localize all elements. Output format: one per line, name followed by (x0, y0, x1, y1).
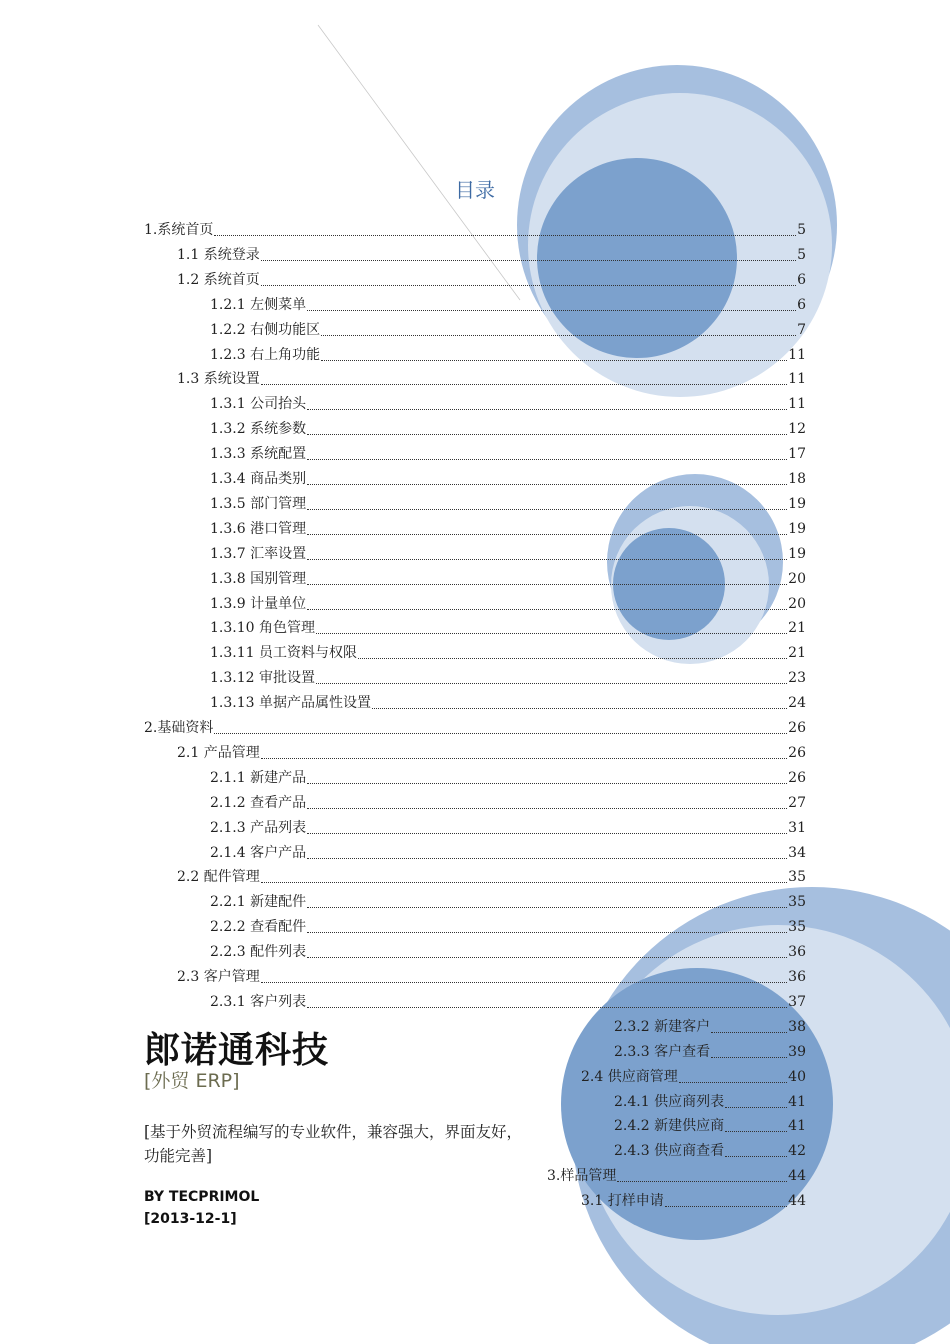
toc-entry-page: 31 (788, 819, 806, 836)
toc-entry-label: 2.4.2 新建供应商 (614, 1118, 725, 1135)
toc-entry[interactable] (210, 616, 806, 638)
toc-entry-page: 11 (788, 396, 806, 413)
toc-dot-leader (307, 609, 787, 610)
toc-entry-label: 1.3.4 商品类别 (210, 471, 307, 487)
toc-entry-page: 23 (788, 670, 806, 687)
toc-entry-page: 36 (788, 969, 806, 985)
toc-dot-leader (261, 285, 796, 286)
toc-entry-label: 2.2.1 新建配件 (210, 894, 307, 911)
toc-entry[interactable] (210, 343, 806, 365)
toc-entry-page: 39 (788, 1043, 806, 1060)
toc-entry-page: 20 (788, 595, 806, 612)
toc-dot-leader (261, 758, 787, 759)
toc-entry-label: 1.2.3 右上角功能 (210, 346, 321, 363)
toc-entry[interactable] (614, 1114, 806, 1136)
toc-dot-leader (307, 957, 787, 958)
toc-entry-label: 1.3.1 公司抬头 (210, 396, 307, 413)
toc-entry-page: 27 (788, 794, 806, 811)
toc-entry-page: 12 (788, 421, 806, 438)
toc-dot-leader (307, 534, 787, 535)
toc-entry-label: 1.3.9 计量单位 (210, 595, 307, 612)
toc-entry-page: 19 (788, 520, 806, 537)
toc-dot-leader (307, 1007, 787, 1008)
toc-dot-leader (725, 1156, 787, 1157)
toc-entry-label: 2.1.3 产品列表 (210, 819, 307, 836)
toc-dot-leader (316, 683, 787, 684)
toc-entry-label: 2.基础资料 (144, 720, 214, 736)
toc-entry-label: 1.3.7 汇率设置 (210, 545, 307, 562)
author-name: BY TECPRIMOL (144, 1189, 260, 1205)
toc-entry-page: 6 (797, 296, 806, 313)
toc-entry-page: 24 (788, 695, 806, 712)
toc-entry-page: 42 (788, 1143, 806, 1160)
toc-dot-leader (307, 310, 796, 311)
toc-entry-page: 36 (788, 944, 806, 961)
toc-entry-page: 40 (788, 1068, 806, 1085)
toc-entry[interactable] (210, 442, 806, 464)
toc-entry[interactable] (210, 492, 806, 514)
toc-entry-page: 26 (788, 744, 806, 761)
toc-entry-label: 1.2 系统首页 (177, 271, 260, 288)
toc-dot-leader (711, 1032, 787, 1033)
toc-dot-leader (358, 658, 787, 659)
toc-entry[interactable] (177, 243, 806, 265)
toc-entry-label: 2.2 配件管理 (177, 869, 260, 886)
toc-entry-page: 5 (797, 246, 806, 263)
toc-entry[interactable] (177, 865, 806, 887)
toc-entry-label: 2.2.2 查看配件 (210, 919, 307, 936)
toc-entry[interactable] (210, 318, 806, 340)
toc-entry-label: 1.系统首页 (144, 222, 214, 238)
toc-entry-label: 1.3.2 系统参数 (210, 421, 307, 438)
toc-dot-leader (307, 932, 787, 933)
toc-entry[interactable] (581, 1065, 806, 1087)
toc-entry-label: 1.3.13 单据产品属性设置 (210, 695, 371, 712)
toc-entry[interactable] (210, 766, 806, 788)
toc-entry[interactable] (210, 392, 806, 414)
toc-entry-label: 2.4 供应商管理 (581, 1068, 678, 1085)
toc-dot-leader (316, 633, 787, 634)
document-description: [基于外贸流程编写的专业软件，兼容强大，界面友好，功能完善] (144, 1123, 523, 1165)
toc-entry[interactable] (614, 1090, 806, 1112)
document-date: [2013-12-1] (144, 1211, 237, 1227)
toc-entry-label: 1.3.8 国别管理 (210, 570, 307, 587)
toc-dot-leader (214, 733, 787, 734)
toc-entry-label: 2.1.4 客户产品 (210, 844, 307, 861)
toc-entry-label: 2.1 产品管理 (177, 744, 260, 761)
toc-entry-label: 2.4.3 供应商查看 (614, 1143, 725, 1160)
toc-entry[interactable] (210, 517, 806, 539)
toc-entry-page: 6 (797, 271, 806, 288)
toc-entry-label: 3.样品管理 (547, 1168, 617, 1185)
toc-dot-leader (307, 907, 787, 908)
toc-entry[interactable] (210, 542, 806, 564)
toc-entry[interactable] (210, 990, 806, 1012)
toc-entry[interactable] (177, 741, 806, 763)
toc-entry-page: 19 (788, 495, 806, 512)
toc-dot-leader (307, 459, 787, 460)
toc-entry[interactable] (614, 1139, 806, 1161)
toc-entry[interactable] (144, 218, 806, 240)
toc-entry-label: 1.3.12 审批设置 (210, 670, 315, 687)
toc-entry-page: 44 (788, 1193, 806, 1210)
toc-entry[interactable] (177, 268, 806, 290)
toc-dot-leader (321, 360, 787, 361)
toc-entry[interactable] (210, 592, 806, 614)
toc-entry-page: 19 (788, 545, 806, 562)
toc-dot-leader (307, 783, 787, 784)
toc-entry-label: 1.3.11 员工资料与权限 (210, 645, 357, 662)
toc-dot-leader (307, 409, 787, 410)
toc-entry[interactable] (547, 1164, 806, 1186)
toc-dot-leader (307, 484, 787, 485)
author-block (144, 1186, 259, 1230)
toc-entry-page: 34 (788, 844, 806, 861)
toc-entry-page: 35 (788, 894, 806, 911)
toc-entry[interactable] (614, 1040, 806, 1062)
toc-entry-page: 41 (788, 1118, 806, 1135)
toc-title: 目录 (455, 178, 495, 202)
toc-entry-page: 21 (788, 645, 806, 662)
toc-entry-label: 2.2.3 配件列表 (210, 944, 307, 961)
toc-entry-page: 26 (788, 769, 806, 786)
toc-dot-leader (679, 1082, 787, 1083)
toc-entry[interactable] (177, 367, 806, 389)
toc-dot-leader (307, 808, 787, 809)
toc-entry-label: 2.3.3 客户查看 (614, 1043, 711, 1060)
toc-entry-page: 37 (788, 993, 806, 1010)
toc-entry-page: 41 (788, 1093, 806, 1110)
toc-dot-leader (665, 1206, 787, 1207)
toc-entry[interactable] (614, 1015, 806, 1037)
toc-dot-leader (307, 434, 787, 435)
toc-entry-label: 1.2.2 右侧功能区 (210, 321, 321, 338)
toc-entry-label: 1.3.5 部门管理 (210, 495, 307, 512)
toc-entry[interactable] (210, 567, 806, 589)
toc-entry-label: 2.1.1 新建产品 (210, 769, 307, 786)
toc-entry-page: 26 (788, 720, 806, 736)
toc-entry[interactable] (210, 293, 806, 315)
toc-entry[interactable] (210, 417, 806, 439)
toc-entry[interactable] (210, 841, 806, 863)
toc-entry[interactable] (210, 666, 806, 688)
toc-entry-page: 17 (788, 446, 806, 463)
toc-dot-leader (307, 584, 787, 585)
toc-dot-leader (307, 858, 787, 859)
toc-entry-page: 11 (788, 371, 806, 388)
company-name: 郎诺通科技 (144, 1030, 330, 1071)
toc-dot-leader (261, 260, 796, 261)
toc-dot-leader (261, 882, 787, 883)
toc-entry[interactable] (210, 915, 806, 937)
toc-dot-leader (617, 1181, 787, 1182)
toc-entry-page: 35 (788, 869, 806, 886)
toc-entry-label: 2.3.2 新建客户 (614, 1018, 711, 1035)
toc-dot-leader (725, 1131, 787, 1132)
toc-entry-page: 11 (788, 346, 806, 363)
toc-entry-page: 7 (797, 321, 806, 338)
toc-entry-label: 2.4.1 供应商列表 (614, 1093, 725, 1110)
toc-dot-leader (321, 335, 796, 336)
toc-entry-page: 21 (788, 620, 806, 637)
toc-dot-leader (307, 833, 787, 834)
toc-entry-label: 2.3 客户管理 (177, 969, 260, 985)
toc-entry-page: 44 (788, 1168, 806, 1185)
toc-dot-leader (307, 559, 787, 560)
toc-entry-page: 5 (797, 222, 806, 238)
toc-dot-leader (307, 509, 787, 510)
toc-dot-leader (214, 235, 796, 236)
toc-entry-label: 3.1 打样申请 (581, 1193, 664, 1210)
toc-entry-page: 35 (788, 919, 806, 936)
toc-dot-leader (261, 384, 787, 385)
toc-entry-label: 1.3 系统设置 (177, 371, 260, 388)
toc-dot-leader (261, 982, 787, 983)
toc-entry[interactable] (144, 716, 806, 738)
document-subtitle: [外贸 ERP] (144, 1070, 240, 1092)
toc-entry[interactable] (210, 890, 806, 912)
toc-entry[interactable] (210, 816, 806, 838)
toc-dot-leader (372, 708, 787, 709)
toc-entry-label: 1.3.3 系统配置 (210, 446, 307, 463)
toc-entry-page: 18 (788, 471, 806, 487)
toc-entry[interactable] (210, 791, 806, 813)
toc-entry[interactable] (210, 940, 806, 962)
toc-entry-page: 38 (788, 1018, 806, 1035)
toc-entry-label: 2.1.2 查看产品 (210, 794, 307, 811)
toc-entry-label: 1.1 系统登录 (177, 246, 260, 263)
toc-entry[interactable] (210, 691, 806, 713)
toc-entry[interactable] (210, 641, 806, 663)
toc-entry-label: 2.3.1 客户列表 (210, 993, 307, 1010)
toc-entry[interactable] (177, 965, 806, 987)
toc-entry-label: 1.3.10 角色管理 (210, 620, 315, 637)
toc-entry[interactable] (210, 467, 806, 489)
toc-entry-label: 1.2.1 左侧菜单 (210, 296, 307, 313)
toc-entry-page: 20 (788, 570, 806, 587)
toc-entry-label: 1.3.6 港口管理 (210, 520, 307, 537)
toc-entry[interactable] (581, 1189, 806, 1211)
toc-dot-leader (711, 1057, 787, 1058)
toc-dot-leader (725, 1107, 787, 1108)
